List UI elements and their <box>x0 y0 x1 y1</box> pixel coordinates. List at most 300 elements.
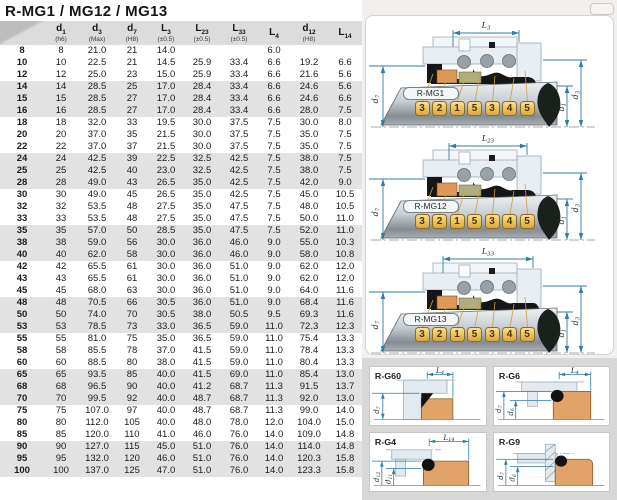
table-cell: 37.0 <box>87 129 107 140</box>
table-cell: 41.5 <box>192 357 212 368</box>
table-cell: 30.0 <box>148 249 184 261</box>
table-cell: 109.0 <box>297 429 321 440</box>
table-cell: 85 <box>55 429 67 440</box>
table-cell: 7.5 <box>338 129 352 140</box>
table-cell: 100 <box>44 465 78 477</box>
table-cell: 62.0 <box>299 273 319 284</box>
dim-label-d7: d7 <box>370 94 381 104</box>
table-cell: 21.5 <box>156 141 176 152</box>
table-cell: 26.5 <box>156 189 176 200</box>
table-cell: 43 <box>16 273 28 284</box>
dim-label-d1: d1 <box>556 102 567 112</box>
table-cell: 17.0 <box>148 93 184 105</box>
table-cell: 23.0 <box>148 165 184 177</box>
table-cell: 48.7 <box>184 393 220 405</box>
seal-diagram-r-mg12 <box>367 130 613 242</box>
column-header-L23: $L_{23}$ (±0.5) <box>184 21 220 45</box>
column-header-L33: $L_{33}$ (±0.5) <box>220 21 258 45</box>
table-cell: 10.8 <box>328 249 362 261</box>
table-cell: 40.0 <box>148 369 184 381</box>
dim-label-d1: d1 <box>556 215 567 225</box>
table-cell: 46.0 <box>220 249 258 261</box>
table-cell: 50 <box>44 309 78 321</box>
table-cell: 14.0 <box>156 45 176 56</box>
table-cell: 33.4 <box>229 69 249 80</box>
table-row <box>0 345 362 357</box>
table-cell: 38 <box>44 237 78 249</box>
column-header-L4: $L_4$ <box>258 21 290 45</box>
table-cell: 14 <box>44 81 78 93</box>
table-cell: 12 <box>55 69 67 80</box>
table-cell: 48 <box>44 297 78 309</box>
table-cell: 107.0 <box>85 405 109 416</box>
seat-details-band <box>362 358 617 500</box>
spring-coils <box>457 281 515 295</box>
table-cell: 7.5 <box>267 189 281 200</box>
table-row <box>0 213 362 225</box>
o-ring <box>550 390 563 402</box>
seat-detail-drawing <box>494 367 610 425</box>
diagram-region <box>362 0 617 500</box>
table-row <box>0 117 362 129</box>
table-row <box>0 141 362 153</box>
table-cell: 30.0 <box>156 261 176 272</box>
table-cell: 33 <box>16 213 28 224</box>
table-cell: 59.0 <box>229 333 249 344</box>
table-cell: 12 <box>16 69 28 80</box>
table-cell: 85.5 <box>87 345 107 356</box>
table-cell: 20 <box>16 129 28 140</box>
table-cell: 40 <box>0 249 44 261</box>
dim-label-d7: d7 <box>370 207 381 217</box>
table-cell: 5.6 <box>328 81 362 93</box>
table-cell: 46.0 <box>192 429 212 440</box>
table-cell: 7.5 <box>338 141 352 152</box>
table-cell: 42.5 <box>220 177 258 189</box>
table-cell: 47.5 <box>220 225 258 237</box>
table-cell: 65 <box>0 369 44 381</box>
table-cell: 15.8 <box>328 465 362 477</box>
table-cell: 53.5 <box>87 201 107 212</box>
table-cell: 51.0 <box>184 465 220 477</box>
table-cell: 85.4 <box>290 369 328 381</box>
table-cell: 13.7 <box>328 381 362 393</box>
table-cell: 21.5 <box>156 129 176 140</box>
table-cell: 11.0 <box>258 369 290 381</box>
table-cell: 40.0 <box>156 417 176 428</box>
table-cell: 36.5 <box>184 321 220 333</box>
part-balloon: 2 <box>432 214 447 229</box>
table-row <box>0 393 362 405</box>
table-cell: 28.5 <box>78 81 116 93</box>
table-cell: 30.0 <box>192 129 212 140</box>
table-cell: 7.5 <box>328 165 362 177</box>
table-cell: 81.0 <box>87 333 107 344</box>
table-cell: 26.5 <box>148 177 184 189</box>
table-cell: 90 <box>44 441 78 453</box>
table-cell: 68 <box>0 381 44 393</box>
table-cell: 45 <box>55 285 67 296</box>
set-screw <box>489 155 495 161</box>
part-balloon: 2 <box>432 327 447 342</box>
table-cell: 7.5 <box>267 129 281 140</box>
table-cell: 22.5 <box>87 57 107 68</box>
table-cell: 59.0 <box>229 345 249 356</box>
seal-face-ring <box>437 296 457 309</box>
dimension-table <box>0 21 362 477</box>
table-cell: 35.0 <box>156 333 176 344</box>
table-cell: 37.0 <box>156 345 176 356</box>
table-cell: 35 <box>0 225 44 237</box>
table-cell: 15.0 <box>156 69 176 80</box>
table-cell: 6.6 <box>258 105 290 117</box>
table-row <box>0 249 362 261</box>
table-cell: 68.7 <box>220 381 258 393</box>
table-cell: 127.0 <box>78 441 116 453</box>
part-number-balloons <box>415 101 535 116</box>
table-cell: 6.0 <box>267 45 281 56</box>
table-row <box>0 465 362 477</box>
table-cell: 28 <box>0 177 44 189</box>
table-row <box>0 285 362 297</box>
column-header-L14: $L_{14}$ <box>328 21 362 45</box>
table-cell: 28.5 <box>78 93 116 105</box>
table-cell: 9.0 <box>267 261 281 272</box>
table-cell: 5.6 <box>338 69 352 80</box>
table-cell: 115 <box>116 441 148 453</box>
table-cell: 28.0 <box>290 105 328 117</box>
table-cell: 114.0 <box>290 441 328 453</box>
table-cell: 13.3 <box>335 345 355 356</box>
table-cell: 104.0 <box>297 417 321 428</box>
table-cell: 30.0 <box>148 237 184 249</box>
table-cell: 9.5 <box>258 309 290 321</box>
table-cell: 61 <box>126 273 138 284</box>
table-cell: 11.0 <box>328 225 362 237</box>
table-cell: 45.0 <box>299 189 319 200</box>
table-cell: 28.4 <box>184 93 220 105</box>
table-cell: 6.6 <box>267 57 281 68</box>
table-cell: 17.0 <box>148 81 184 93</box>
table-cell: 48.0 <box>299 201 319 212</box>
table-row <box>0 369 362 381</box>
table-cell: 42 <box>16 261 28 272</box>
detail-name: R-G4 <box>374 437 397 448</box>
table-cell: 56 <box>116 237 148 249</box>
table-row <box>0 321 362 333</box>
table-cell: 51.0 <box>229 261 249 272</box>
table-cell: 17.0 <box>148 105 184 117</box>
table-cell: 51.0 <box>184 441 220 453</box>
table-cell: 7.5 <box>267 201 281 212</box>
table-cell: 8 <box>19 45 25 56</box>
table-cell: 27.5 <box>156 201 176 212</box>
table-row <box>0 453 362 465</box>
table-cell: 42.5 <box>220 153 258 165</box>
column-header-d1: $d_1$ (h6) <box>44 21 78 45</box>
table-cell: 9.0 <box>258 237 290 249</box>
table-cell: 51.0 <box>220 297 258 309</box>
table-row <box>0 261 362 273</box>
table-cell: 88.5 <box>87 357 107 368</box>
table-cell: 37.5 <box>229 117 249 128</box>
table-cell: 6.6 <box>258 81 290 93</box>
part-balloon: 4 <box>502 327 517 342</box>
table-cell: 93.5 <box>78 369 116 381</box>
table-cell: 15 <box>0 93 44 105</box>
table-cell: 58.0 <box>290 249 328 261</box>
table-row <box>0 129 362 141</box>
table-cell: 53 <box>44 321 78 333</box>
table-cell: 33 <box>55 213 67 224</box>
table-cell: 32.0 <box>87 117 107 128</box>
seat-ring <box>459 72 481 83</box>
table-cell: 58 <box>116 249 148 261</box>
table-cell: 15.0 <box>335 417 355 428</box>
table-cell: 39 <box>116 153 148 165</box>
part-number-balloons <box>415 214 535 229</box>
table-cell: 58 <box>16 345 28 356</box>
table-cell: 24.6 <box>290 81 328 93</box>
table-cell: 40.0 <box>148 381 184 393</box>
spring-coils <box>457 55 515 69</box>
table-cell: 47.5 <box>229 213 249 224</box>
table-cell: 28.5 <box>78 105 116 117</box>
detail-panel-r-g9 <box>493 432 611 492</box>
table-cell: 30.0 <box>299 117 319 128</box>
table-cell: 76.0 <box>220 453 258 465</box>
table-cell: 25 <box>0 165 44 177</box>
table-cell: 7.5 <box>258 165 290 177</box>
table-cell: 14.0 <box>335 405 355 416</box>
table-cell: 112.0 <box>85 417 109 428</box>
table-cell: 85 <box>116 369 148 381</box>
table-cell: 9.0 <box>258 297 290 309</box>
set-screw <box>489 42 495 48</box>
table-cell: 6.6 <box>267 69 281 80</box>
table-cell: 92 <box>116 393 148 405</box>
table-cell: 36.0 <box>192 273 212 284</box>
table-cell: 7.5 <box>267 117 281 128</box>
table-cell: 90 <box>0 441 44 453</box>
table-row <box>0 201 362 213</box>
table-row <box>0 273 362 285</box>
table-cell: 47.0 <box>148 465 184 477</box>
table-cell: 42.5 <box>220 165 258 177</box>
seal-name-tag: R-MG12 <box>403 200 459 213</box>
table-cell: 123.3 <box>290 465 328 477</box>
table-cell: 45 <box>16 285 28 296</box>
table-cell: 9.0 <box>267 273 281 284</box>
table-cell: 46.0 <box>220 237 258 249</box>
table-cell: 25 <box>44 165 78 177</box>
table-cell: 33 <box>126 117 138 128</box>
detail-panel-r-g4 <box>369 432 487 492</box>
table-cell: 120.0 <box>85 429 109 440</box>
table-cell: 95 <box>0 453 44 465</box>
table-cell: 125 <box>116 465 148 477</box>
table-cell: 18 <box>16 117 28 128</box>
table-cell: 35.0 <box>184 177 220 189</box>
table-cell: 120.3 <box>290 453 328 465</box>
table-cell: 80.4 <box>299 357 319 368</box>
table-cell: 38.0 <box>184 309 220 321</box>
table-cell: 24 <box>44 153 78 165</box>
table-row <box>0 405 362 417</box>
table-row <box>0 297 362 309</box>
part-balloon: 5 <box>467 327 482 342</box>
table-cell: 97 <box>126 405 138 416</box>
table-cell: 16 <box>0 105 44 117</box>
table-cell: 40.0 <box>156 405 176 416</box>
dim-label-L14: L14 <box>443 433 455 444</box>
table-cell: 27 <box>116 93 148 105</box>
table-cell: 68.0 <box>87 285 107 296</box>
dim-label-d3: d3 <box>570 316 581 326</box>
table-cell: 21 <box>126 45 138 56</box>
table-cell: 11.0 <box>336 213 354 224</box>
table-cell: 35.0 <box>299 129 319 140</box>
table-cell: 7.5 <box>328 105 362 117</box>
table-cell: 11.0 <box>265 333 283 344</box>
table-cell: 33.4 <box>229 57 249 68</box>
table-cell: 55.0 <box>290 237 328 249</box>
table-cell: 65.5 <box>87 261 107 272</box>
table-cell: 52.0 <box>290 225 328 237</box>
table-cell: 37 <box>126 141 138 152</box>
table-cell: 28.4 <box>184 105 220 117</box>
detail-name: R-G9 <box>498 437 520 448</box>
seal-diagram-r-mg1 <box>367 17 613 129</box>
table-cell: 47.5 <box>229 201 249 212</box>
table-row <box>0 81 362 93</box>
o-ring <box>422 459 435 471</box>
table-cell: 22 <box>55 141 67 152</box>
table-cell: 35.0 <box>192 189 212 200</box>
dim-label-d12: d12 <box>371 471 383 483</box>
part-balloon: 3 <box>415 327 430 342</box>
dim-label-d6: d6 <box>505 408 516 416</box>
seal-face-ring <box>437 70 457 83</box>
table-cell: 14.8 <box>335 429 355 440</box>
table-cell: 7.5 <box>258 225 290 237</box>
table-cell: 68.7 <box>220 393 258 405</box>
seal-name-tag: R-MG1 <box>403 87 459 100</box>
table-cell: 27.5 <box>156 213 176 224</box>
table-cell: 45 <box>126 189 138 200</box>
part-balloon: 4 <box>502 214 517 229</box>
table-cell: 25.9 <box>192 57 212 68</box>
table-cell: 11.3 <box>258 381 290 393</box>
table-cell: 36.5 <box>192 333 212 344</box>
table-cell: 75.4 <box>299 333 319 344</box>
seat-ring <box>459 185 481 196</box>
part-balloon: 5 <box>520 327 535 342</box>
table-row <box>0 441 362 453</box>
table-cell: 13.0 <box>328 393 362 405</box>
table-cell: 30.0 <box>156 285 176 296</box>
table-cell: 48 <box>0 297 44 309</box>
table-cell: 12.0 <box>264 417 284 428</box>
table-cell: 75 <box>55 405 67 416</box>
table-cell: 21.0 <box>87 45 107 56</box>
table-cell: 65 <box>44 369 78 381</box>
table-cell: 14.0 <box>258 453 290 465</box>
table-cell: 23 <box>126 69 138 80</box>
table-cell: 11.6 <box>328 309 362 321</box>
part-balloon: 5 <box>467 214 482 229</box>
detail-name: R-G60 <box>374 371 402 382</box>
table-cell: 57.0 <box>78 225 116 237</box>
table-cell: 68.7 <box>229 405 249 416</box>
column-header-d7: $d_7$ (H8) <box>116 21 148 45</box>
table-row <box>0 381 362 393</box>
table-row <box>0 237 362 249</box>
part-balloon: 4 <box>502 101 517 116</box>
dim-label-d1: d1 <box>556 328 567 338</box>
table-cell: 9.0 <box>267 285 281 296</box>
table-cell: 11.0 <box>265 345 283 356</box>
dim-label-d7: d7 <box>493 405 504 413</box>
table-cell: 48.7 <box>192 405 212 416</box>
dim-label-L4: L4 <box>436 367 445 377</box>
table-cell: 51.0 <box>229 273 249 284</box>
dim-label-d3: d3 <box>570 203 581 213</box>
part-balloon: 5 <box>520 214 535 229</box>
table-cell: 80 <box>126 357 138 368</box>
table-cell: 38.0 <box>290 153 328 165</box>
table-row <box>0 165 362 177</box>
table-cell: 21 <box>126 57 138 68</box>
table-cell: 76.0 <box>220 441 258 453</box>
table-cell: 11.3 <box>258 393 290 405</box>
table-cell: 42.5 <box>78 165 116 177</box>
table-cell: 137.0 <box>78 465 116 477</box>
dim-label-d7: d7 <box>495 472 506 480</box>
part-number-balloons <box>415 327 535 342</box>
table-cell: 80 <box>55 417 67 428</box>
table-cell: 51.0 <box>184 453 220 465</box>
table-cell: 48.0 <box>192 417 212 428</box>
column-header-d12: $d_{12}$ (H8) <box>290 21 328 45</box>
table-cell: 61 <box>126 261 138 272</box>
dim-label-L4: L4 <box>570 367 579 377</box>
detail-name: R-G6 <box>498 371 520 382</box>
seal-diagrams-panel <box>365 15 614 355</box>
seat-detail-drawing <box>370 433 486 491</box>
table-row <box>0 429 362 441</box>
part-balloon: 3 <box>415 214 430 229</box>
table-cell: 10 <box>55 57 67 68</box>
table-cell: 99.0 <box>299 405 319 416</box>
table-cell: 12.3 <box>328 321 362 333</box>
table-row <box>0 45 362 57</box>
table-cell: 50.0 <box>299 213 319 224</box>
table-cell <box>184 45 220 57</box>
dim-label-d6: d6 <box>507 474 518 482</box>
table-cell: 42.5 <box>229 189 249 200</box>
seat-ring <box>459 298 481 309</box>
table-cell: 75 <box>126 333 138 344</box>
table-cell: 38 <box>0 237 44 249</box>
table-cell: 70.5 <box>78 297 116 309</box>
table-cell: 59.0 <box>78 237 116 249</box>
table-cell: 68.4 <box>290 297 328 309</box>
table-cell: 45.0 <box>148 441 184 453</box>
table-cell: 37.5 <box>229 141 249 152</box>
table-cell: 8.0 <box>338 117 352 128</box>
table-cell: 37.0 <box>87 141 107 152</box>
